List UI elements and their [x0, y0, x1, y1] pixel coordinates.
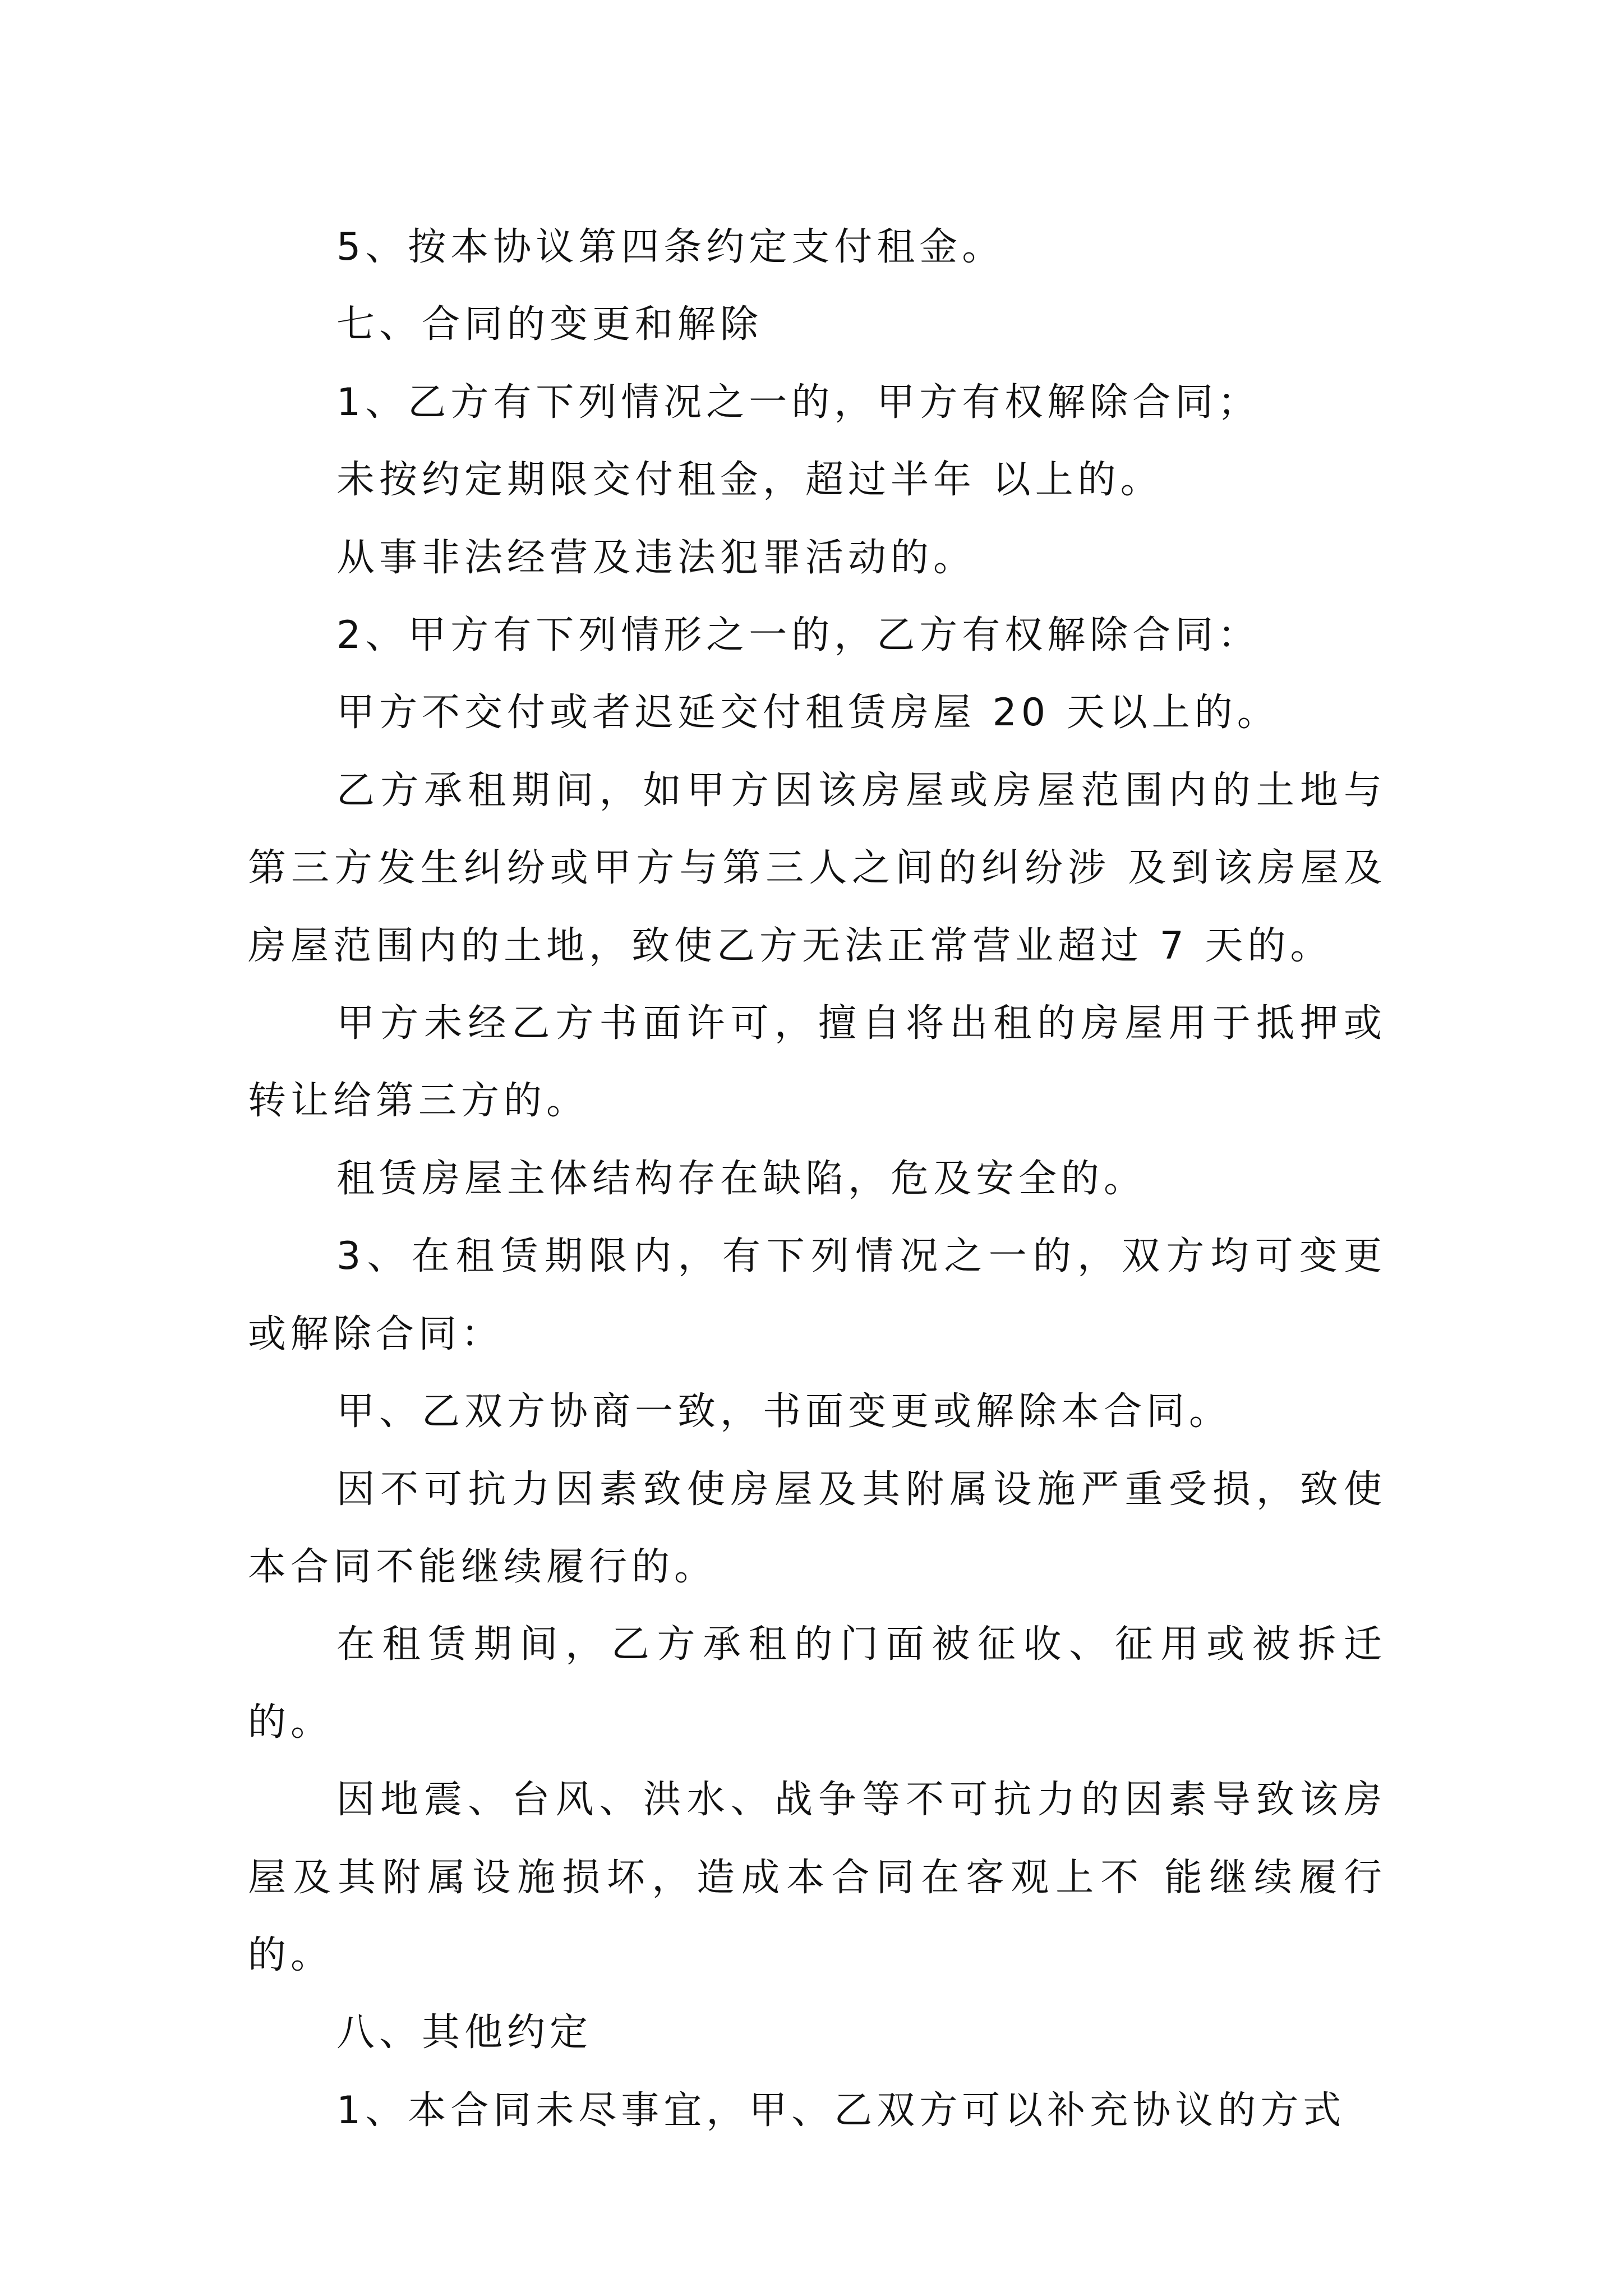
paragraph-9: 甲方未经乙方书面许可，擅自将出租的房屋用于抵押或转让给第三方的。 [248, 1001, 1386, 1124]
paragraph-4: 未按约定期限交付租金，超过半年 以上的。 [336, 458, 1163, 503]
paragraph-13: 因不可抗力因素致使房屋及其附属设施严重受损，致使本合同不能继续履行的。 [248, 1467, 1386, 1589]
paragraph-7: 甲方不交付或者迟延交付租赁房屋 20 天以上的。 [336, 691, 1280, 735]
paragraph-14: 在租赁期间，乙方承租的门面被征收、征用或被拆迁的。 [248, 1622, 1386, 1745]
paragraph-11: 3、在租赁期限内，有下列情况之一的，双方均可变更或解除合同： [248, 1234, 1386, 1356]
section-heading-7: 七、合同的变更和解除 [336, 302, 763, 347]
paragraph-5: 从事非法经营及违法犯罪活动的。 [336, 535, 976, 580]
paragraph-15: 因地震、台风、洪水、战争等不可抗力的因素导致该房屋及其附属设施损坏，造成本合同在客观上不 能继续履行的。 [248, 1778, 1386, 1977]
paragraph-6: 2、甲方有下列情形之一的，乙方有权解除合同： [336, 613, 1261, 658]
paragraph-17: 1、本合同未尽事宜，甲、乙双方可以补充协议的方式 [336, 2088, 1346, 2133]
paragraph-1: 5、按本协议第四条约定支付租金。 [336, 225, 1005, 269]
document-body [248, 209, 1386, 2150]
paragraph-8: 乙方承租期间，如甲方因该房屋或房屋范围内的土地与第三方发生纠纷或甲方与第三人之间的纠纷涉 及到该房屋及房屋范围内的土地，致使乙方无法正常营业超过 7 天的。 [248, 768, 1386, 968]
section-heading-8: 八、其他约定 [336, 2010, 593, 2055]
paragraph-3: 1、乙方有下列情况之一的，甲方有权解除合同； [336, 380, 1261, 425]
paragraph-12: 甲、乙双方协商一致，书面变更或解除本合同。 [336, 1389, 1232, 1434]
paragraph-10: 租赁房屋主体结构存在缺陷，危及安全的。 [336, 1156, 1147, 1201]
